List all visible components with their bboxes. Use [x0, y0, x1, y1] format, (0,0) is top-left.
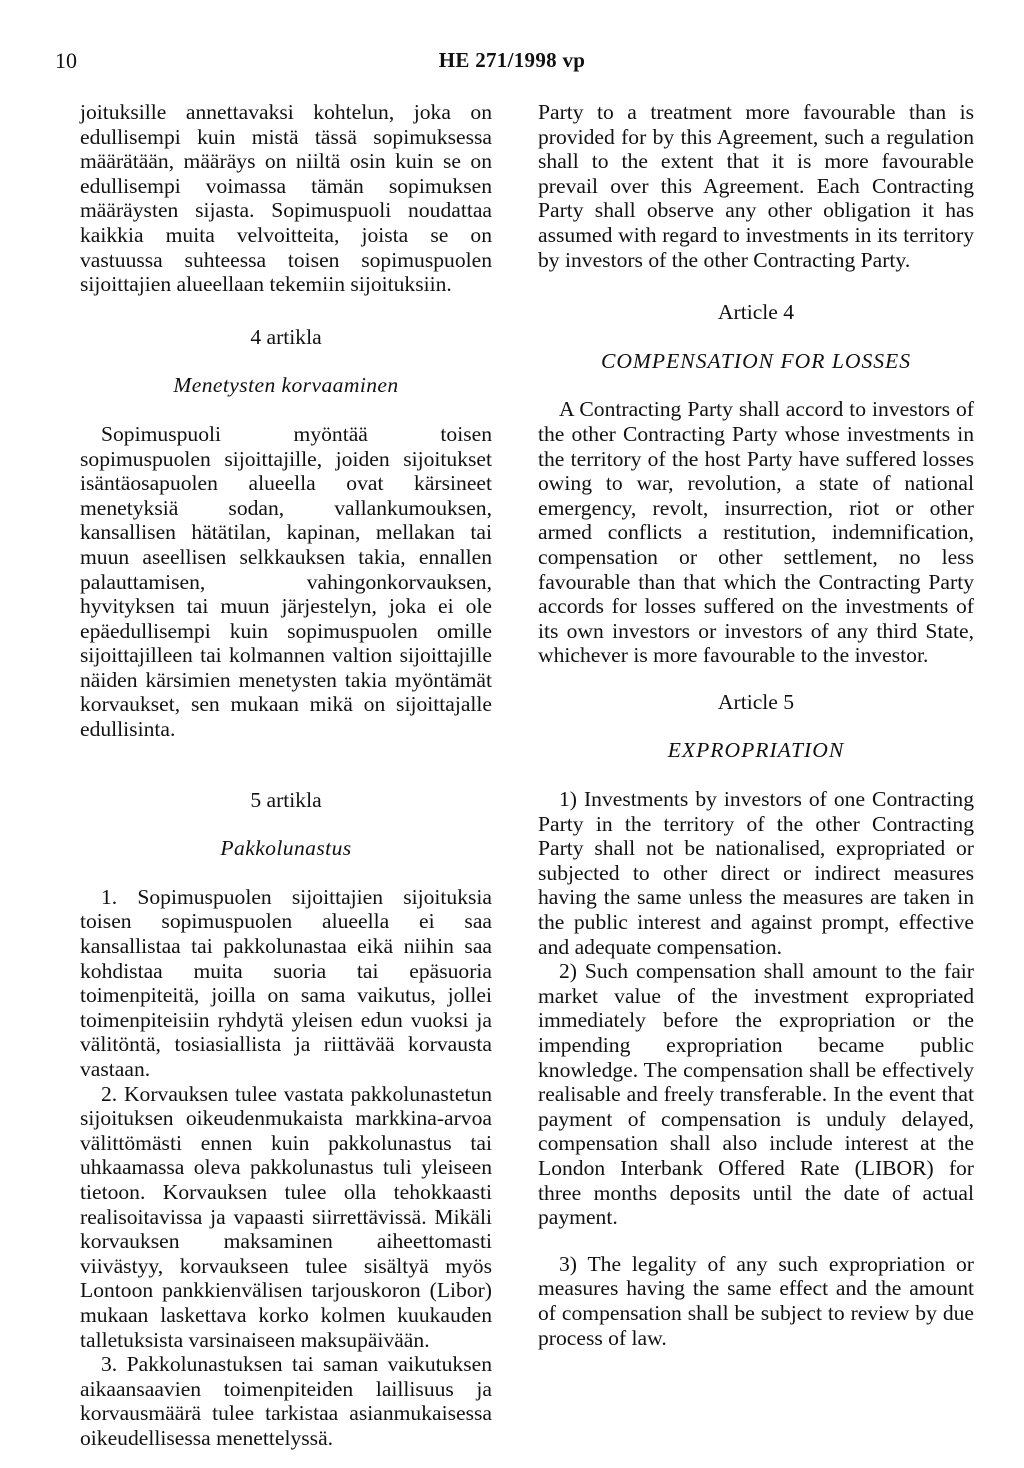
- article-5-paragraph-1: 1. Sopimuspuolen sijoittajien sijoituksia toisen sopimuspuolen alueella ei saa kansallistaa tai pakkolunastaa eikä niihin saa kohdistaa muita suoria tai epäsuoria toimenpiteitä, joilla on sama vaikutus, jollei toimenpiteisiin ryhdytä yleisen edun vuoksi ja välitöntä, tosiasiallista ja riittävää korvausta vastaan.: [80, 884, 492, 1081]
- article-5-title: Pakkolunastus: [220, 836, 352, 861]
- article-5-paragraph-1: 1) Investments by investors of one Contracting Party in the territory of the other Contracting Party shall not be nationalised, expropriated or subjected to other direct or indirect measures having the same unless the measures are taken in the public interest and against prompt, effective and adequate compensation.: [538, 787, 974, 959]
- article-5-heading: Article 5: [717, 689, 795, 714]
- article-4-title: COMPENSATION FOR LOSSES: [600, 348, 912, 373]
- article-4-title: Menetysten korvaaminen: [173, 373, 399, 398]
- intro-paragraph: joituksille annettavaksi kohtelun, joka on edullisempi kuin mistä tässä sopimuksessa määrätään, määräys on niiltä osin kuin se on edullisempi voimassa tämän sopimuksen määräysten sijasta. Sopimuspuoli noudattaa kaikkia muita velvoitteita, joista se on vastuussa suhteessa toisen sopimuspuolen sijoittajien alueellaan tekemiin sijoituksiin.: [80, 100, 492, 297]
- article-5-paragraph-2: 2. Korvauksen tulee vastata pakkolunastetun sijoituksen oikeudenmukaista markkina-arvoa välittömästi ennen kuin pakkolunastus tai uhkaamassa oleva pakkolunastus tuli yleiseen tietoon. Korvauksen tulee olla tehokkaasti realisoitavissa ja vapaasti siirrettävissä. Mikäli korvauksen maksaminen aiheettomasti viivästyy, korvaukseen tulee sisältyä myös Lontoon pankkienvälisen tarjouskoron (Libor) mukaan laskettava korko kolmen kuukauden talletuksista varsinaiseen maksupäivään.: [80, 1081, 492, 1352]
- article-5-heading: 5 artikla: [250, 787, 322, 812]
- document-id: HE 271/1998 vp: [438, 48, 586, 72]
- finnish-column: [80, 100, 492, 1451]
- article-5-paragraph-2: 2) Such compensation shall amount to the fair market value of the investment expropriated immediately before the expropriation or the impending expropriation became public knowledge. The compensation shall be effectively realisable and freely transferable. In the event that payment of compensation is unduly delayed, compensation shall also include interest at the London Interbank Offered Rate (LIBOR) for three months deposits until the date of actual payment.: [538, 959, 974, 1230]
- article-5-title: EXPROPRIATION: [667, 738, 845, 763]
- page-header: [0, 48, 1024, 78]
- article-5-paragraph-3: 3. Pakkolunastuksen tai saman vaikutuksen aikaansaavien toimenpiteiden laillisuus ja korvausmäärä tulee tarkistaa asianmukaisessa oikeudellisessa menettelyssä.: [80, 1352, 492, 1450]
- english-column: [538, 100, 974, 1350]
- page-number: 10: [55, 48, 77, 73]
- article-4-heading: 4 artikla: [250, 324, 322, 349]
- article-4-text: Sopimuspuoli myöntää toisen sopimuspuolen sijoittajille, joiden sijoitukset isäntäosapuolen alueella ovat kärsineet menetyksiä sodan, vallankumouksen, kansallisen hätätilan, kapinan, mellakan tai muun aseellisen selkkauksen takia, ennallen palauttamisen, vahingonkorvauksen, hyvityksen tai muun järjestelyn, joka ei ole epäedullisempi kuin sopimuspuolen omille sijoittajilleen tai kolmannen valtion sijoittajille näiden kärsimien menetysten takia myöntämät korvaukset, sen mukaan mikä on sijoittajalle edullisinta.: [80, 421, 492, 742]
- intro-paragraph: Party to a treatment more favourable than is provided for by this Agreement, such a regulation shall to the extent that it is more favourable prevail over this Agreement. Each Contracting Party shall observe any other obligation it has assumed with regard to investments in its territory by investors of the other Contracting Party.: [538, 100, 974, 272]
- article-5-paragraph-3: 3) The legality of any such expropriation or measures having the same effect and the amount of compensation shall be subject to review by due process of law.: [538, 1251, 974, 1350]
- article-4-heading: Article 4: [717, 300, 795, 325]
- article-4-text: A Contracting Party shall accord to investors of the other Contracting Party whose investments in the territory of the host Party have suffered losses owing to war, revolution, a state of national emergency, revolt, insurrection, riot or other armed conflicts a restitution, indemnification, compensation or other settlement, no less favourable than that which the Contracting Party accords for losses suffered on the investments of its own investors or investors of any third State, whichever is more favourable to the investor.: [538, 397, 974, 668]
